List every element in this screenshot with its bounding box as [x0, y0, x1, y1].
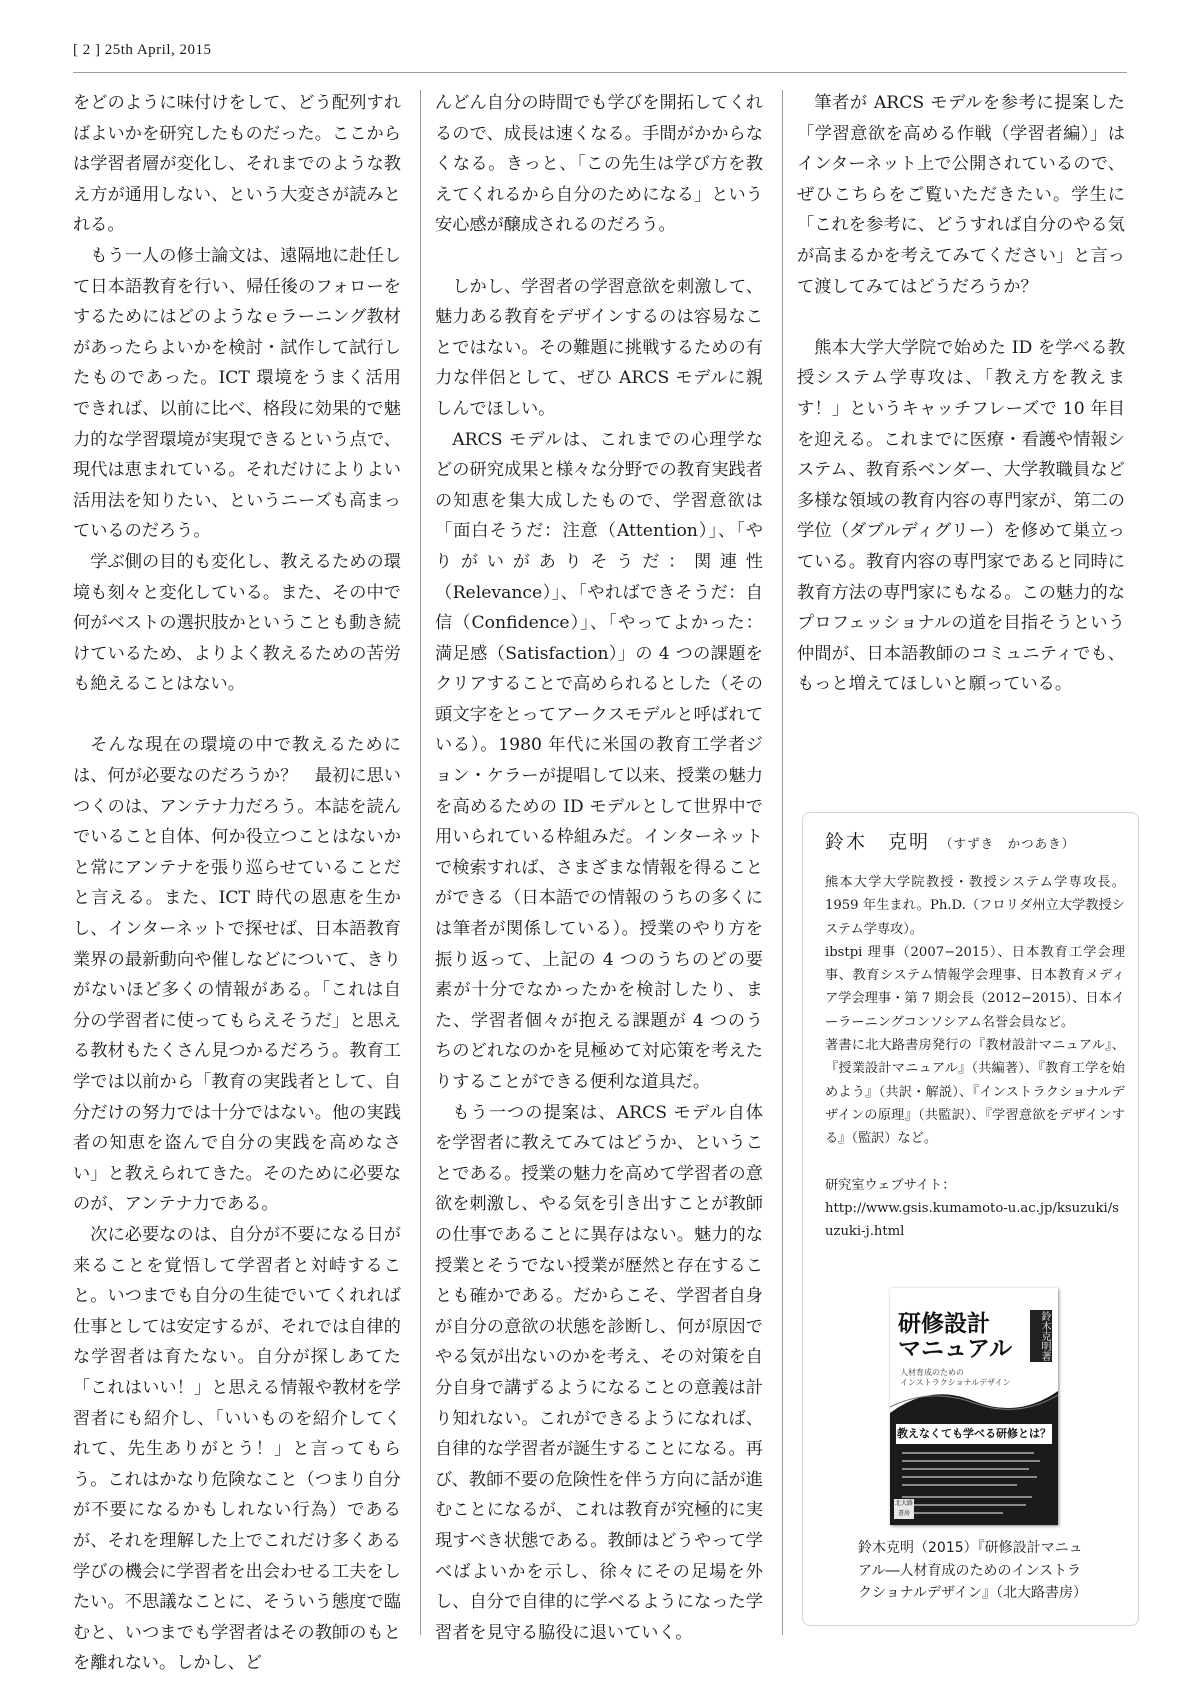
bio-paragraph: 著書に北大路書房発行の『教材設計マニュアル』、『授業設計マニュアル』（共編著）、『教育工学を始めよう』（共訳・解説）、『インストラクショナルデザインの原理』（共監訳）、『学習意欲をデザインする』（監訳）など。: [825, 1038, 1125, 1147]
column-divider-1: [420, 90, 421, 1635]
paragraph: もう一つの提案は、ARCS モデル自体を学習者に教えてみてはどうか、ということである。授業の魅力を高めて学習者の意欲を刺激し、やる気を引き出すことが教師の仕事であることに異存はない。魅力的な授業とそうでない授業が歴然と存在することも確かである。だからこそ、学習者自身が自分の意欲の状態を診断し、何が原因でやる気が出ないのかを考え、その対策を自分自身で講ずるようになることの意義は計り知れない。これができるようになれば、自律的な学習者が誕生することになる。再び、教師不要の危険性を伴う方向に話が進むことになるが、これは教育が究極的に実現すべき状態である。教師はどうやって学べばよいかを示し、徐々にその足場を外し、自分で自律的に学べるようになった学習者を見守る脇役に退いていく。: [435, 1102, 763, 1643]
page-header: [ 2 ] 25th April, 2015: [73, 42, 212, 58]
paragraph: ARCS モデルは、これまでの心理学などの研究成果と様々な分野での教育実践者の知恵を集大成したもので、学習意欲は「面白そうだ：注意（Attention）」、「やりがいがありそうだ：関連性（Relevance）」、「やればできそうだ：自信（Confidence）」、「やってよかった：満足感（Satisfaction）」の 4 つの課題をクリアすることで高められるとした（その頭文字をとってアークスモデルと呼ばれている）。1980 年代に米国の教育工学者ジョン・ケラーが提唱して以来、授業の魅力を高めるための ID モデルとして世界中で用いられている枠組みだ。インターネットで検索すれば、さまざまな情報を得ることができる（日本語での情報のうちの多くには筆者が関係している）。授業のやり方を振り返って、上記の 4 つのうちのどの要素が十分でなかったかを検討したり、また、学習者個々が抱える課題が 4 つのうちのどれなのかを見極めて対応策を考えたりすることができる便利な道具だ。: [435, 429, 763, 1092]
book-cover-subtitle: 人材育成のための インストラクショナルデザイン: [900, 1368, 1011, 1387]
book-cover-wave-graphic: [890, 1383, 1058, 1417]
author-bio: [825, 871, 1125, 1244]
article-column-1: [73, 88, 401, 1679]
book-cover-band: 教えなくても学べる研修とは？: [896, 1424, 1052, 1444]
paragraph: んどん自分の時間でも学びを開拓してくれるので、成長は速くなる。手間がかからなくなる。きっと、「この先生は学び方を教えてくれるから自分のためになる」という安心感が醸成されるのだろう。: [435, 93, 763, 236]
paragraph: 筆者が ARCS モデルを参考に提案した「学習意欲を高める作戦（学習者編）」はインターネット上で公開されているので、ぜひこちらをご覧いただきたい。学生に「これを参考に、どうすれば自分のやる気が高まるかを考えてみてください」と言って渡してみてはどうだろうか？: [797, 93, 1125, 297]
book-cover-author: 鈴木克明著: [1030, 1310, 1052, 1362]
paragraph: しかし、学習者の学習意欲を刺激して、魅力ある教育をデザインするのは容易なことではない。その難題に挑戦するための有力な伴侶として、ぜひ ARCS モデルに親しんでほしい。: [435, 276, 763, 419]
author-name-reading: （すずき かつあき）: [940, 836, 1076, 851]
author-name: 鈴木 克明: [825, 831, 931, 853]
paragraph: 学ぶ側の目的も変化し、教えるための環境も刻々と変化している。また、その中で何がベストの選択肢かということも動き続けているため、よりよく教えるための苦労も絶えることはない。: [73, 551, 401, 695]
book-cover-text-lines: [902, 1452, 1046, 1520]
column-divider-2: [782, 90, 783, 1635]
paragraph: 熊本大学大学院で始めた ID を学べる教授システム学専攻は、「教え方を教えます！」というキャッチフレーズで 10 年目を迎える。これまでに医療・看護や情報システム、教育系ベンダー、大学教職員など多様な領域の教育内容の専門家が、第二の学位（ダブルディグリー）を修めて巣立っている。教育内容の専門家であると同時に教育方法の専門家にもなる。この魅力的なプロフェッショナルの道を目指そうという仲間が、日本語教師のコミュニティでも、もっと増えてほしいと願っている。: [797, 337, 1125, 695]
book-cover-image: [890, 1288, 1058, 1525]
paragraph: そんな現在の環境の中で教えるためには、何が必要なのだろうか？ 最初に思いつくのは、アンテナ力だろう。本誌を読んでいること自体、何か役立つことはないかと常にアンテナを張り巡らせていることだと言える。また、ICT 時代の恩恵を生かし、インターネットで探せば、日本語教育業界の最新動向や催しなどについて、きりがないほど多くの情報がある。「これは自分の学習者に使ってもらえそうだ」と思える教材もたくさん見つかるだろう。教育工学では以前から「教育の実践者として、自分だけの努力では十分ではない。他の実践者の知恵を盗んで自分の実践を高めなさい」と教えられてきた。そのために必要なのが、アンテナ力である。: [73, 735, 401, 1215]
paragraph: をどのように味付けをして、どう配列すればよいかを研究したものだった。ここからは学習者層が変化し、それまでのような教え方が通用しない、という大変さが読みとれる。: [73, 93, 401, 236]
article-column-3: [797, 88, 1125, 700]
website-url[interactable]: http://www.gsis.kumamoto-u.ac.jp/ksuzuki/suzuki-j.html: [825, 1201, 1119, 1240]
paragraph: 次に必要なのは、自分が不要になる日が来ることを覚悟して学習者と対峙すること。いつまでも自分の生徒でいてくれれば仕事としては安定するが、それでは自律的な学習者は育たない。自分が探しあてた「これはいい！」と思える情報や教材を学習者にも紹介し、「いいものを紹介してくれて、先生ありがとう！」と言ってもらう。これはかなり危険なこと（つまり自分が不要になるかもしれない行為）であるが、それを理解した上でこれだけ多くある学びの機会に学習者を出会わせる工夫をしたい。不思議なことに、そういう態度で臨むと、いつまでも学習者はその教師のもとを離れない。しかし、ど: [73, 1224, 401, 1674]
bio-paragraph: ibstpi 理事（2007−2015）、日本教育工学会理事、教育システム情報学会理事、日本教育メディア学会理事・第 7 期会長（2012−2015）、日本イーラーニングコンソシアム名誉会員など。: [825, 944, 1125, 1030]
bio-paragraph: 熊本大学大学院教授・教授システム学専攻長。1959 年生まれ。Ph.D.（フロリダ州立大学教授システム学専攻）。: [825, 875, 1125, 937]
website-label: 研究室ウェブサイト：: [825, 1177, 956, 1193]
article-column-2: [435, 88, 763, 1648]
paragraph: もう一人の修士論文は、遠隔地に赴任して日本語教育を行い、帰任後のフォローをするためにはどのようなｅラーニング教材があったらよいかを検討・試作して試行したものであった。ICT 環境をうまく活用できれば、以前に比べ、格段に効果的で魅力的な学習環境が実現できるという点で、現代は恵まれている。それだけによりよい活用法を知りたい、というニーズも高まっているのだろう。: [73, 245, 401, 542]
header-divider: [73, 72, 1127, 73]
book-caption: 鈴木克明（2015）『研修設計マニュアル―人材育成のためのインストラクショナルデザイン』（北大路書房）: [858, 1540, 1088, 1601]
author-name-row: [825, 827, 1075, 854]
book-cover-title: 研修設計 マニュアル: [898, 1311, 1013, 1362]
book-cover-publisher: 北大路書房: [894, 1500, 913, 1517]
